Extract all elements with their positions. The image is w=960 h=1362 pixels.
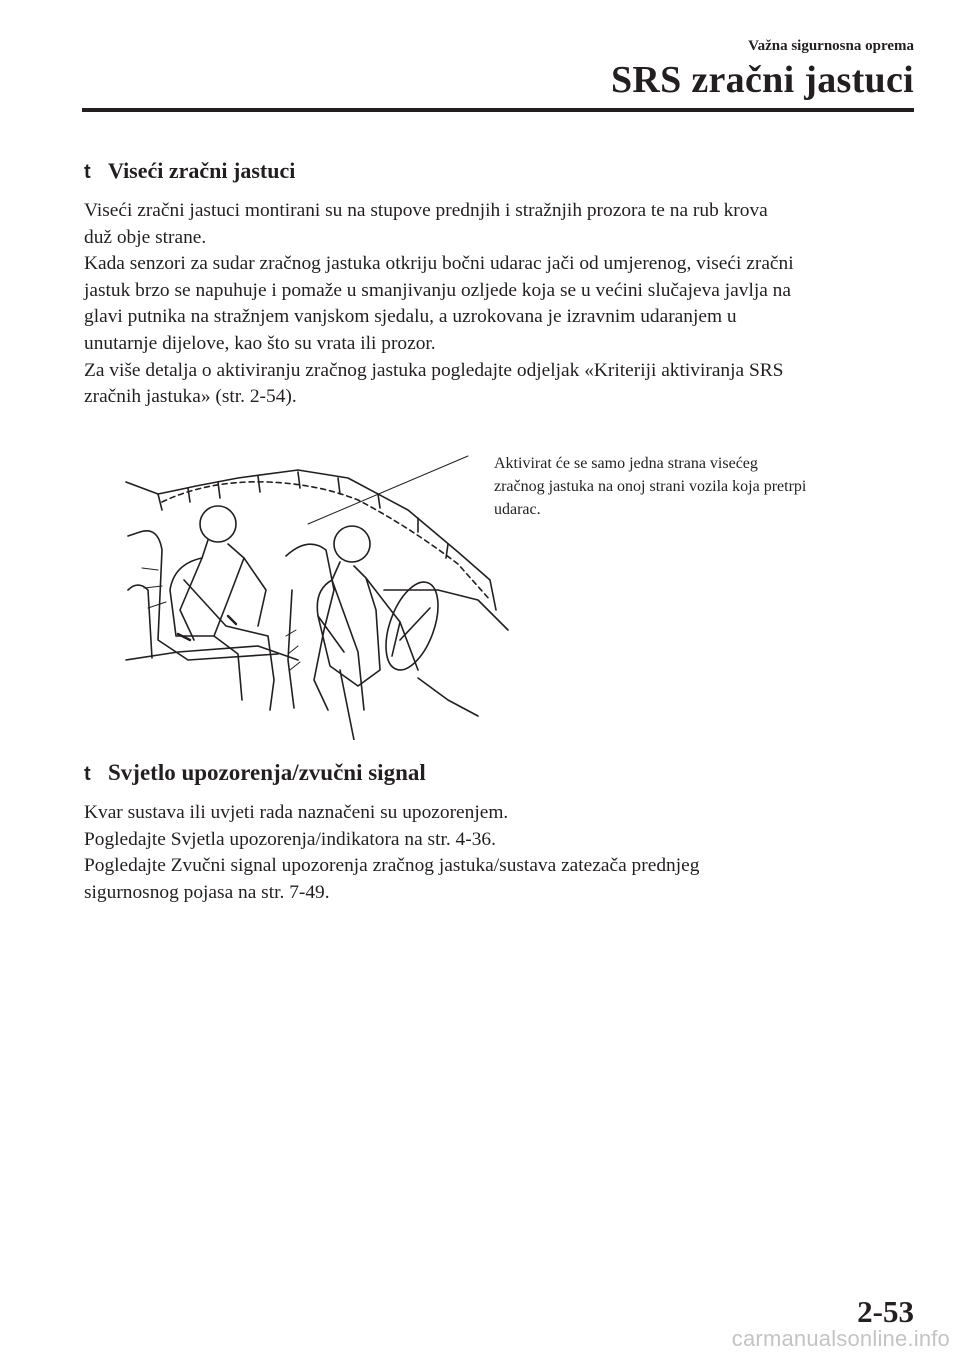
section1-body <box>84 198 924 411</box>
section-heading-text: Svjetlo upozorenja/zvučni signal <box>108 760 426 785</box>
section2-body <box>84 800 924 906</box>
callout-line: zračnog jastuka na onoj strani vozila koja pretrpi <box>494 478 807 495</box>
figure-callout <box>494 452 914 521</box>
page-number: 2-53 <box>857 1294 914 1329</box>
section-heading-warning-light <box>84 760 426 786</box>
header-rule <box>82 108 914 112</box>
text-line: Viseći zračni jastuci montirani su na stupove prednjih i stražnjih prozora te na rub krova <box>84 200 768 221</box>
text-line: sigurnosnog pojasa na str. 7-49. <box>84 881 330 903</box>
section-bullet-icon: t <box>84 763 91 785</box>
text-line: zračnih jastuka» (str. 2-54). <box>84 386 297 408</box>
text-line: Pogledajte Zvučni signal upozorenja zračnog jastuka/sustava zatezača prednjeg <box>84 855 700 877</box>
text-line: jastuk brzo se napuhuje i pomaže u smanjivanju ozljede koja se u većini slučajeva javlja na <box>84 279 791 301</box>
watermark: carmanualsonline.info <box>731 1326 950 1351</box>
header-title: SRS zračni jastuci <box>610 59 914 101</box>
header-kicker: Važna sigurnosna oprema <box>748 38 914 54</box>
text-line: unutarnje dijelove, kao što su vrata ili prozor. <box>84 332 436 354</box>
section-bullet-icon: t <box>84 161 91 183</box>
section-heading-curtain-airbags <box>84 158 295 184</box>
callout-line: Aktivirat će se samo jedna strana visećeg <box>494 455 758 472</box>
text-line: Pogledajte Svjetla upozorenja/indikatora na str. 4-36. <box>84 828 496 850</box>
section-heading-text: Viseći zračni jastuci <box>108 158 296 183</box>
text-line: duž obje strane. <box>84 226 207 248</box>
curtain-airbag-illustration <box>118 440 518 740</box>
text-line: glavi putnika na stražnjem vanjskom sjedalu, a uzrokovana je izravnim udaranjem u <box>84 306 737 328</box>
text-line: Kvar sustava ili uvjeti rada naznačeni su upozorenjem. <box>84 802 509 823</box>
text-line: Kada senzori za sudar zračnog jastuka otkriju bočni udarac jači od umjerenog, viseći zračni <box>84 253 794 275</box>
text-line: Za više detalja o aktiviranju zračnog jastuka pogledajte odjeljak «Kriteriji aktiviranja SRS <box>84 359 784 381</box>
callout-line: udarac. <box>494 501 541 518</box>
